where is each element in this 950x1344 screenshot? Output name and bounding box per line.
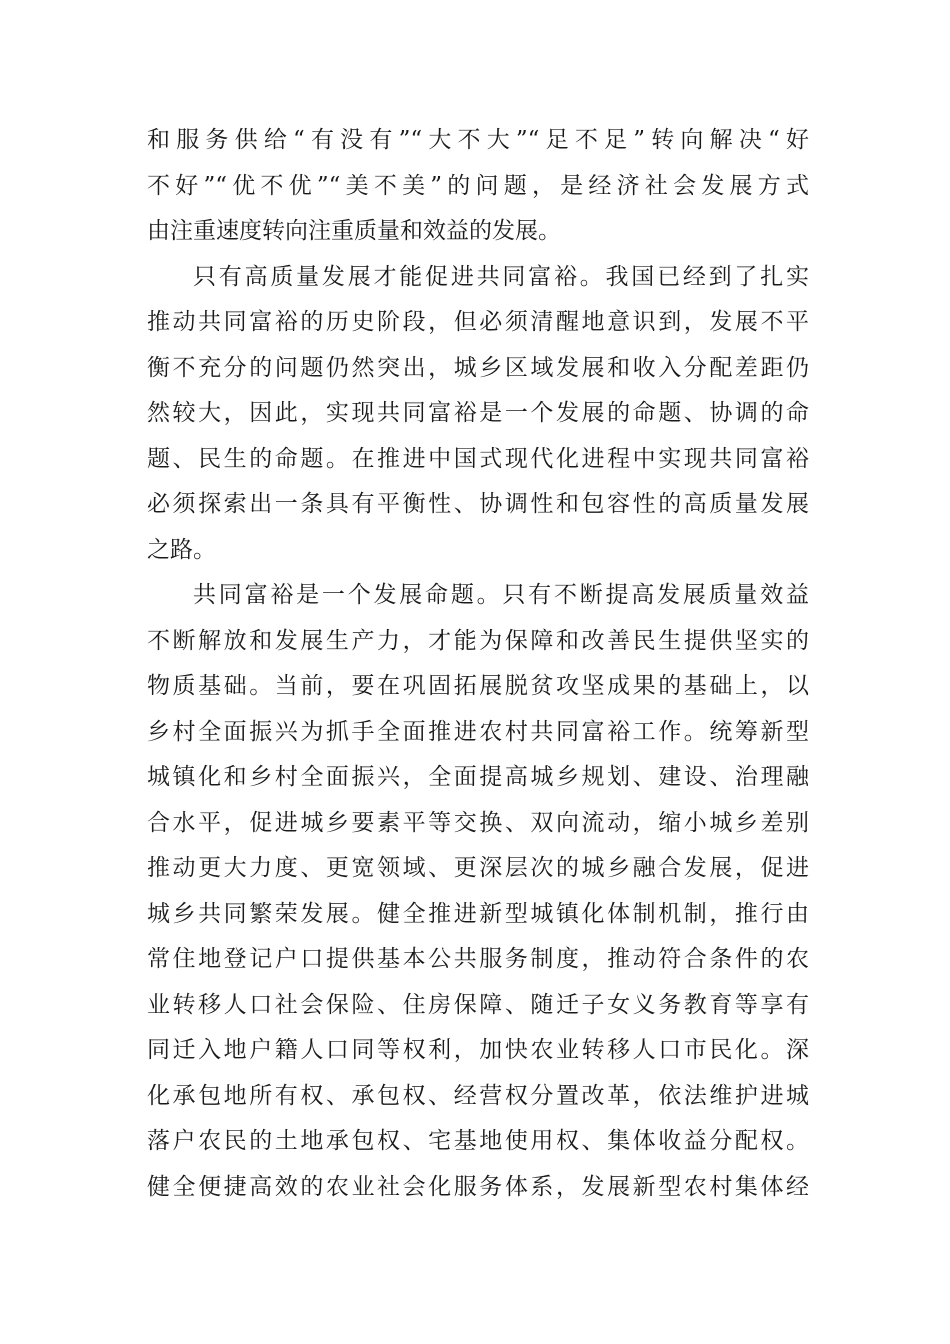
text-line: 乡村全面振兴为抓手全面推进农村共同富裕工作。统筹新型 bbox=[147, 718, 809, 745]
text-line: 化承包地所有权、承包权、经营权分置改革，依法维护进城 bbox=[147, 1082, 809, 1109]
text-line: 业转移人口社会保险、住房保障、随迁子女义务教育等享有 bbox=[147, 991, 809, 1018]
text-line: 不断解放和发展生产力，才能为保障和改善民生提供坚实的 bbox=[147, 627, 809, 654]
text-line: 合水平，促进城乡要素平等交换、双向流动，缩小城乡差别 bbox=[147, 809, 809, 836]
text-line: 推动共同富裕的历史阶段，但必须清醒地意识到，发展不平 bbox=[147, 309, 809, 335]
document-body bbox=[147, 118, 809, 1210]
text-line: 落户农民的土地承包权、宅基地使用权、集体收益分配权。 bbox=[147, 1128, 809, 1154]
text-line: 同迁入地户籍人口同等权利，加快农业转移人口市民化。深 bbox=[147, 1037, 809, 1063]
text-line: 题、民生的命题。在推进中国式现代化进程中实现共同富裕 bbox=[147, 445, 809, 472]
text-line: 城乡共同繁荣发展。健全推进新型城镇化体制机制，推行由 bbox=[147, 900, 809, 927]
text-line: 然较大，因此，实现共同富裕是一个发展的命题、协调的命 bbox=[147, 400, 809, 426]
text-line: 推动更大力度、更宽领域、更深层次的城乡融合发展，促进 bbox=[147, 855, 809, 881]
text-line: 由注重速度转向注重质量和效益的发展。 bbox=[147, 218, 561, 244]
text-line: 共同富裕是一个发展命题。只有不断提高发展质量效益 bbox=[193, 582, 809, 608]
text-line: 不好”“优不优”“美不美”的问题，是经济社会发展方式 bbox=[147, 172, 809, 199]
text-line: 只有高质量发展才能促进共同富裕。我国已经到了扎实 bbox=[193, 263, 809, 290]
text-line: 常住地登记户口提供基本公共服务制度，推动符合条件的农 bbox=[147, 946, 809, 972]
text-line: 之路。 bbox=[147, 536, 216, 563]
paragraph-3 bbox=[147, 573, 809, 1210]
paragraph-2 bbox=[147, 255, 809, 574]
text-line: 衡不充分的问题仍然突出，城乡区域发展和收入分配差距仍 bbox=[147, 354, 809, 381]
text-line: 健全便捷高效的农业社会化服务体系，发展新型农村集体经 bbox=[147, 1173, 809, 1200]
text-line: 必须探索出一条具有平衡性、协调性和包容性的高质量发展 bbox=[147, 491, 809, 517]
paragraph-1 bbox=[147, 118, 809, 255]
text-line: 物质基础。当前，要在巩固拓展脱贫攻坚成果的基础上，以 bbox=[147, 673, 809, 699]
text-line: 和服务供给“有没有”“大不大”“足不足”转向解决“好 bbox=[147, 127, 809, 153]
text-line: 城镇化和乡村全面振兴，全面提高城乡规划、建设、治理融 bbox=[147, 764, 809, 790]
